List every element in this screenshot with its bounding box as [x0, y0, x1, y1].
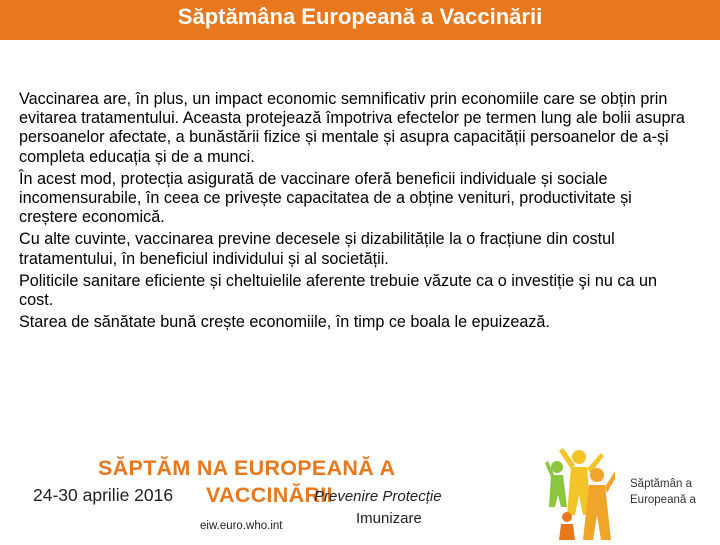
people-figures-logo-icon [545, 445, 615, 540]
paragraph-economic-impact: Vaccinarea are, în plus, un impact economic semnificativ prin economiile care se obțin prin evitarea tratamentului. Aceasta protejează împotriva efectelor pe termen lung ale bolii asupra persoanelor afectate, a bunăstării fizice și mentale și asupra capacității persoanelor de a-și completa educația și de a munci. [19, 90, 685, 166]
paragraph-prevention: Cu alte cuvinte, vaccinarea previne decesele și dizabilitățile la o fracțiune din costul tratamentului, în beneficiul individului și al societății. [19, 230, 615, 268]
title-bar [0, 0, 720, 40]
paragraph-investment: Politicile sanitare eficiente și cheltuielile aferente trebuie văzute ca o investiție şi nu ca un cost. [19, 271, 657, 310]
campaign-imunizare: Imunizare [356, 510, 422, 527]
campaign-themes: Prevenire Protecție [314, 488, 442, 505]
body-text [19, 90, 689, 335]
slide-title: Săptămâna Europeană a Vaccinării [177, 4, 543, 29]
campaign-dates: 24-30 aprilie 2016 [33, 485, 174, 505]
campaign-title-line2: VACCINĂRII [206, 483, 333, 507]
campaign-title-line1: SĂPTĂM NA EUROPEANĂ A [98, 456, 396, 480]
side-label: Săptămân a Europeană a [630, 478, 696, 506]
campaign-banner [0, 425, 720, 540]
paragraph-health-economy: Starea de sănătate bună crește economiile, în timp ce boala le epuizează. [19, 313, 550, 332]
paragraph-benefits: În acest mod, protecția asigurată de vaccinare oferă beneficii individuale și sociale incomensurabile, în ceea ce privește capacitatea de a obține venituri, productivitate și creștere economică. [19, 169, 632, 227]
campaign-url: eiw.euro.who.int [200, 520, 283, 532]
